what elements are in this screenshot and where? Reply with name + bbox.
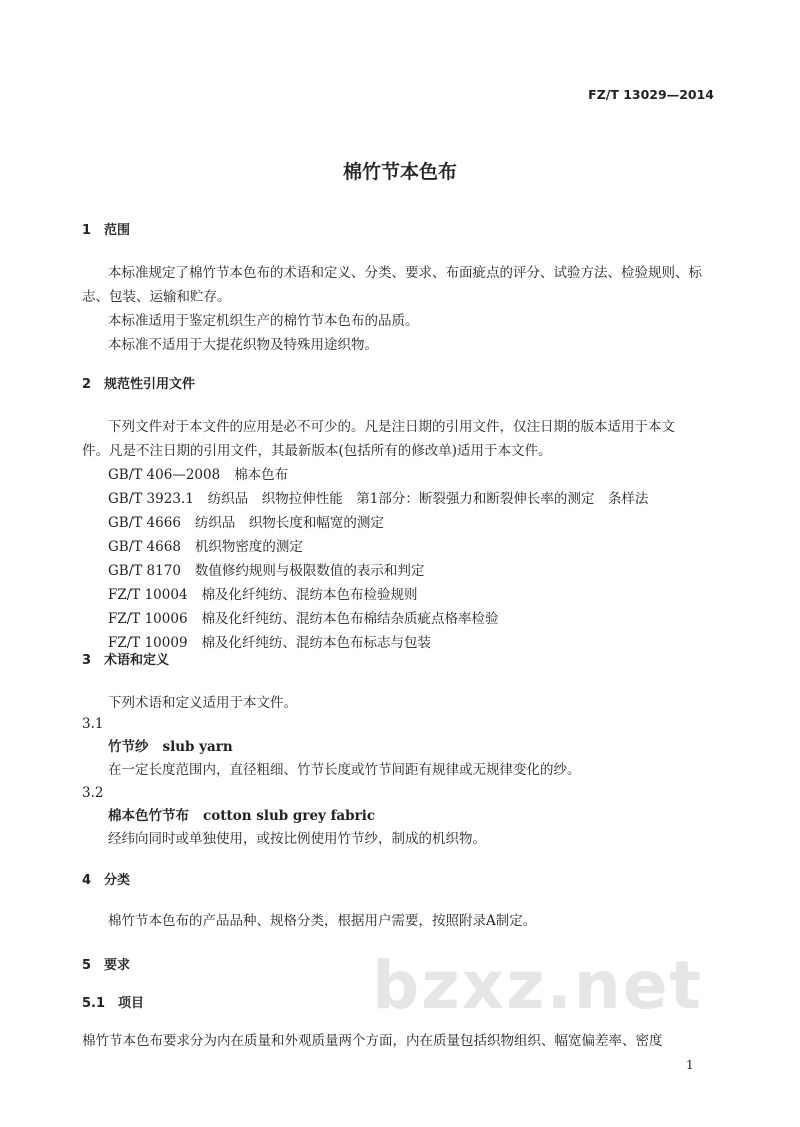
reference-item — [108, 610, 499, 628]
reference-item — [108, 538, 303, 556]
term-title — [108, 807, 375, 825]
paragraph: 志、包装、运输和贮存。 — [82, 289, 231, 305]
document-title: 棉竹节本色布 — [342, 161, 457, 183]
paragraph: 棉竹节本色布要求分为内在质量和外观质量两个方面，内在质量包括织物组织、幅宽偏差率、密度 — [82, 1033, 663, 1049]
term-title — [108, 738, 233, 756]
reference-title: 数值修约规则与极限数值的表示和判定 — [194, 563, 425, 579]
paragraph: 下列术语和定义适用于本文件。 — [108, 695, 297, 711]
reference-item — [108, 514, 384, 532]
reference-code: GB/T 406—2008 — [108, 467, 221, 483]
watermark: bzxz.net — [372, 947, 704, 1024]
reference-title: 棉及化纤纯纺、混纺本色布棉结杂质疵点格率检验 — [201, 611, 499, 627]
reference-item — [108, 490, 648, 508]
page-number: 1 — [686, 1058, 694, 1072]
term-number: 3.2 — [82, 785, 104, 801]
section-5-heading: 5 要求 — [82, 958, 131, 973]
reference-code: GB/T 4668 — [108, 539, 181, 555]
term-number: 3.1 — [82, 716, 104, 732]
term-en: slub yarn — [162, 739, 233, 755]
section-1-heading: 1 范围 — [82, 223, 131, 238]
reference-item — [108, 586, 418, 604]
paragraph: 棉竹节本色布的产品品种、规格分类，根据用户需要，按照附录A制定。 — [108, 913, 537, 929]
section-4-heading: 4 分类 — [82, 873, 131, 888]
reference-item — [108, 466, 288, 484]
reference-code: FZ/T 10006 — [108, 611, 188, 627]
standard-number: FZ/T 13029—2014 — [588, 87, 714, 102]
reference-title: 纺织品 织物拉伸性能 第1部分：断裂强力和断裂伸长率的测定 条样法 — [207, 491, 649, 507]
term-definition: 经纬向同时或单独使用，或按比例使用竹节纱，制成的机织物。 — [108, 831, 486, 847]
paragraph: 下列文件对于本文件的应用是必不可少的。凡是注日期的引用文件，仅注日期的版本适用于本文 — [108, 419, 675, 435]
reference-title: 纺织品 织物长度和幅宽的测定 — [194, 515, 384, 531]
term-zh: 棉本色竹节布 — [108, 808, 189, 824]
section-3-heading: 3 术语和定义 — [82, 653, 170, 668]
reference-title: 棉本色布 — [234, 467, 289, 483]
paragraph: 本标准规定了棉竹节本色布的术语和定义、分类、要求、布面疵点的评分、试验方法、检验规则、标 — [108, 265, 702, 281]
reference-item — [108, 562, 424, 580]
reference-code: GB/T 8170 — [108, 563, 181, 579]
paragraph: 件。凡是不注日期的引用文件，其最新版本(包括所有的修改单)适用于本文件。 — [82, 443, 552, 459]
reference-title: 机织物密度的测定 — [194, 539, 303, 555]
reference-code: GB/T 4666 — [108, 515, 181, 531]
reference-code: FZ/T 10004 — [108, 587, 188, 603]
paragraph: 本标准适用于鉴定机织生产的棉竹节本色布的品质。 — [108, 313, 419, 329]
term-definition: 在一定长度范围内，直径粗细、竹节长度或竹节间距有规律或无规律变化的纱。 — [108, 762, 581, 778]
term-en: cotton slub grey fabric — [203, 808, 376, 824]
paragraph: 本标准不适用于大提花织物及特殊用途织物。 — [108, 337, 378, 353]
reference-title: 棉及化纤纯纺、混纺本色布标志与包装 — [201, 635, 432, 651]
reference-code: FZ/T 10009 — [108, 635, 188, 651]
reference-item — [108, 634, 431, 652]
reference-code: GB/T 3923.1 — [108, 491, 194, 507]
section-5-1-heading: 5.1 项目 — [82, 996, 145, 1011]
section-2-heading: 2 规范性引用文件 — [82, 377, 196, 392]
term-zh: 竹节纱 — [108, 739, 149, 755]
reference-title: 棉及化纤纯纺、混纺本色布检验规则 — [201, 587, 418, 603]
